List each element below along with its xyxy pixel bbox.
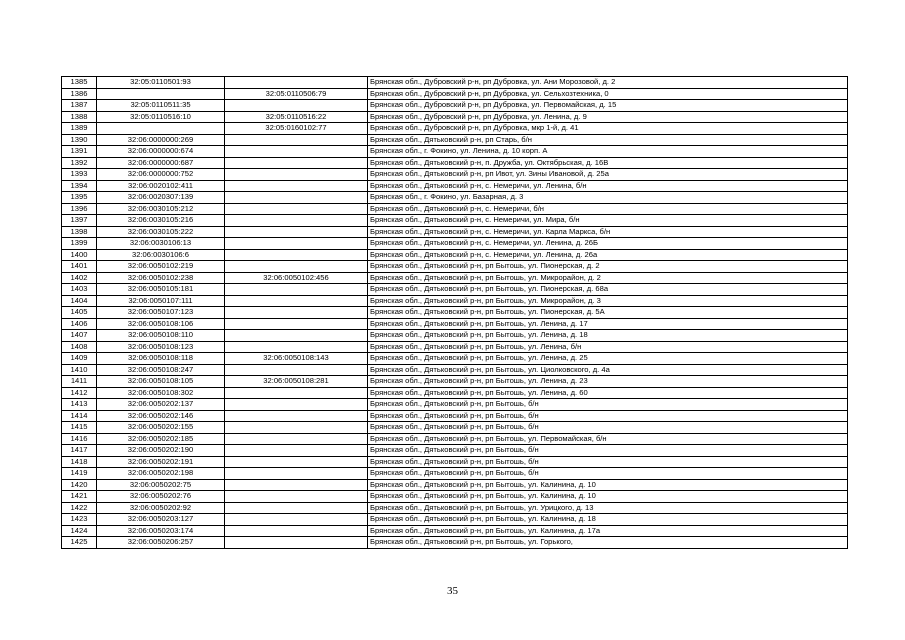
cadastral-number-cell: 32:05:0110501:93 bbox=[97, 77, 225, 89]
row-number-cell: 1398 bbox=[62, 226, 97, 238]
table-row bbox=[62, 307, 848, 319]
row-number-cell: 1400 bbox=[62, 249, 97, 261]
address-cell: Брянская обл., г. Фокино, ул. Базарная, д. 3 bbox=[368, 192, 848, 204]
table-row bbox=[62, 215, 848, 227]
address-cell: Брянская обл., Дубровский р-н, рп Дубровка, мкр 1-й, д. 41 bbox=[368, 123, 848, 135]
related-cadastral-number-cell bbox=[225, 387, 368, 399]
related-cadastral-number-cell: 32:06:0050108:143 bbox=[225, 353, 368, 365]
related-cadastral-number-cell bbox=[225, 307, 368, 319]
page-number: 35 bbox=[447, 585, 458, 597]
address-cell: Брянская обл., Дятьковский р-н, рп Бытошь, ул. Ленина, д. 25 bbox=[368, 353, 848, 365]
row-number-cell: 1390 bbox=[62, 134, 97, 146]
address-cell: Брянская обл., Дятьковский р-н, рп Бытошь, ул. Ленина, б/н bbox=[368, 341, 848, 353]
cadastral-number-cell: 32:06:0030105:212 bbox=[97, 203, 225, 215]
address-cell: Брянская обл., Дятьковский р-н, с. Немеричи, ул. Карла Маркса, б/н bbox=[368, 226, 848, 238]
row-number-cell: 1424 bbox=[62, 525, 97, 537]
related-cadastral-number-cell bbox=[225, 525, 368, 537]
row-number-cell: 1393 bbox=[62, 169, 97, 181]
table-row bbox=[62, 341, 848, 353]
cadastral-number-cell: 32:06:0000000:269 bbox=[97, 134, 225, 146]
cadastral-number-cell: 32:06:0050206:257 bbox=[97, 537, 225, 549]
cadastral-number-cell: 32:06:0050202:198 bbox=[97, 468, 225, 480]
address-cell: Брянская обл., Дятьковский р-н, с. Немеричи, б/н bbox=[368, 203, 848, 215]
cadastral-number-cell: 32:05:0110516:10 bbox=[97, 111, 225, 123]
address-cell: Брянская обл., Дятьковский р-н, рп Бытошь, ул. Горького, bbox=[368, 537, 848, 549]
address-cell: Брянская обл., Дятьковский р-н, рп Ивот, ул. Зины Ивановой, д. 25а bbox=[368, 169, 848, 181]
address-cell: Брянская обл., Дятьковский р-н, рп Бытошь, ул. Микрорайон, д. 3 bbox=[368, 295, 848, 307]
cadastral-number-cell: 32:06:0050202:75 bbox=[97, 479, 225, 491]
address-cell: Брянская обл., Дятьковский р-н, рп Бытошь, ул. Калинина, д. 10 bbox=[368, 491, 848, 503]
address-cell: Брянская обл., Дятьковский р-н, рп Бытошь, ул. Пионерская, д. 68а bbox=[368, 284, 848, 296]
table-row bbox=[62, 134, 848, 146]
table-row bbox=[62, 364, 848, 376]
table-row bbox=[62, 238, 848, 250]
address-cell: Брянская обл., Дятьковский р-н, рп Бытошь, б/н bbox=[368, 468, 848, 480]
cadastral-number-cell: 32:06:0030105:216 bbox=[97, 215, 225, 227]
address-cell: Брянская обл., Дятьковский р-н, рп Бытошь, ул. Ленина, д. 60 bbox=[368, 387, 848, 399]
address-cell: Брянская обл., Дятьковский р-н, рп Бытошь, ул. Циолковского, д. 4а bbox=[368, 364, 848, 376]
row-number-cell: 1389 bbox=[62, 123, 97, 135]
cadastral-number-cell: 32:06:0050202:137 bbox=[97, 399, 225, 411]
table-row bbox=[62, 226, 848, 238]
cadastral-number-cell: 32:06:0050202:76 bbox=[97, 491, 225, 503]
address-cell: Брянская обл., Дубровский р-н, рп Дубровка, ул. Ани Морозовой, д. 2 bbox=[368, 77, 848, 89]
cadastral-number-cell: 32:06:0050108:105 bbox=[97, 376, 225, 388]
address-cell: Брянская обл., Дятьковский р-н, рп Бытошь, ул. Ленина, д. 23 bbox=[368, 376, 848, 388]
address-cell: Брянская обл., Дятьковский р-н, рп Бытошь, ул. Калинина, д. 10 bbox=[368, 479, 848, 491]
related-cadastral-number-cell bbox=[225, 422, 368, 434]
cadastral-number-cell: 32:06:0050202:191 bbox=[97, 456, 225, 468]
related-cadastral-number-cell bbox=[225, 410, 368, 422]
cadastral-number-cell: 32:06:0000000:687 bbox=[97, 157, 225, 169]
table-row bbox=[62, 387, 848, 399]
related-cadastral-number-cell bbox=[225, 134, 368, 146]
address-cell: Брянская обл., Дятьковский р-н, рп Бытошь, б/н bbox=[368, 445, 848, 457]
row-number-cell: 1418 bbox=[62, 456, 97, 468]
related-cadastral-number-cell bbox=[225, 146, 368, 158]
row-number-cell: 1407 bbox=[62, 330, 97, 342]
cadastral-number-cell: 32:06:0050108:247 bbox=[97, 364, 225, 376]
row-number-cell: 1412 bbox=[62, 387, 97, 399]
address-cell: Брянская обл., Дятьковский р-н, рп Бытошь, б/н bbox=[368, 399, 848, 411]
cadastral-number-cell: 32:06:0050202:92 bbox=[97, 502, 225, 514]
table-row bbox=[62, 456, 848, 468]
related-cadastral-number-cell bbox=[225, 502, 368, 514]
cadastral-number-cell bbox=[97, 123, 225, 135]
table-row bbox=[62, 422, 848, 434]
related-cadastral-number-cell bbox=[225, 215, 368, 227]
cadastral-number-cell: 32:06:0050108:123 bbox=[97, 341, 225, 353]
related-cadastral-number-cell bbox=[225, 445, 368, 457]
table-row bbox=[62, 514, 848, 526]
cadastral-number-cell: 32:06:0050107:123 bbox=[97, 307, 225, 319]
row-number-cell: 1391 bbox=[62, 146, 97, 158]
address-cell: Брянская обл., Дятьковский р-н, рп Бытошь, б/н bbox=[368, 422, 848, 434]
related-cadastral-number-cell bbox=[225, 192, 368, 204]
cadastral-number-cell: 32:06:0050202:146 bbox=[97, 410, 225, 422]
address-cell: Брянская обл., Дятьковский р-н, рп Бытошь, ул. Ленина, д. 18 bbox=[368, 330, 848, 342]
related-cadastral-number-cell bbox=[225, 433, 368, 445]
row-number-cell: 1425 bbox=[62, 537, 97, 549]
address-cell: Брянская обл., Дятьковский р-н, рп Бытошь, ул. Микрорайон, д. 2 bbox=[368, 272, 848, 284]
row-number-cell: 1405 bbox=[62, 307, 97, 319]
row-number-cell: 1385 bbox=[62, 77, 97, 89]
table-row bbox=[62, 192, 848, 204]
cadastral-number-cell: 32:06:0050102:238 bbox=[97, 272, 225, 284]
row-number-cell: 1397 bbox=[62, 215, 97, 227]
address-cell: Брянская обл., Дятьковский р-н, с. Немеричи, ул. Ленина, д. 26а bbox=[368, 249, 848, 261]
related-cadastral-number-cell bbox=[225, 284, 368, 296]
address-cell: Брянская обл., Дятьковский р-н, рп Бытошь, б/н bbox=[368, 456, 848, 468]
row-number-cell: 1408 bbox=[62, 341, 97, 353]
row-number-cell: 1403 bbox=[62, 284, 97, 296]
address-cell: Брянская обл., Дятьковский р-н, рп Бытошь, ул. Калинина, д. 18 bbox=[368, 514, 848, 526]
table-row bbox=[62, 77, 848, 89]
address-cell: Брянская обл., Дятьковский р-н, с. Немеричи, ул. Ленина, б/н bbox=[368, 180, 848, 192]
related-cadastral-number-cell bbox=[225, 295, 368, 307]
row-number-cell: 1417 bbox=[62, 445, 97, 457]
row-number-cell: 1395 bbox=[62, 192, 97, 204]
row-number-cell: 1406 bbox=[62, 318, 97, 330]
address-cell: Брянская обл., Дятьковский р-н, рп Бытошь, ул. Первомайская, б/н bbox=[368, 433, 848, 445]
related-cadastral-number-cell: 32:05:0160102:77 bbox=[225, 123, 368, 135]
cadastral-number-cell: 32:06:0030106:13 bbox=[97, 238, 225, 250]
table-row bbox=[62, 111, 848, 123]
related-cadastral-number-cell: 32:06:0050102:456 bbox=[225, 272, 368, 284]
address-cell: Брянская обл., Дятьковский р-н, рп Бытошь, ул. Пионерская, д. 2 bbox=[368, 261, 848, 273]
table-row bbox=[62, 479, 848, 491]
table-row bbox=[62, 376, 848, 388]
cadastral-number-cell: 32:06:0050203:174 bbox=[97, 525, 225, 537]
related-cadastral-number-cell bbox=[225, 226, 368, 238]
related-cadastral-number-cell bbox=[225, 491, 368, 503]
address-cell: Брянская обл., г. Фокино, ул. Ленина, д. 10 корп. А bbox=[368, 146, 848, 158]
cadastral-number-cell: 32:06:0050107:111 bbox=[97, 295, 225, 307]
row-number-cell: 1387 bbox=[62, 100, 97, 112]
row-number-cell: 1388 bbox=[62, 111, 97, 123]
address-cell: Брянская обл., Дятьковский р-н, рп Бытошь, ул. Калинина, д. 17а bbox=[368, 525, 848, 537]
row-number-cell: 1402 bbox=[62, 272, 97, 284]
cadastral-number-cell bbox=[97, 88, 225, 100]
address-cell: Брянская обл., Дятьковский р-н, с. Немеричи, ул. Мира, б/н bbox=[368, 215, 848, 227]
related-cadastral-number-cell bbox=[225, 238, 368, 250]
table-row bbox=[62, 100, 848, 112]
table-row bbox=[62, 399, 848, 411]
cadastral-number-cell: 32:06:0020307:139 bbox=[97, 192, 225, 204]
cadastral-number-cell: 32:06:0030106:6 bbox=[97, 249, 225, 261]
table-row bbox=[62, 433, 848, 445]
related-cadastral-number-cell bbox=[225, 157, 368, 169]
cadastral-number-cell: 32:06:0050108:110 bbox=[97, 330, 225, 342]
cadastral-number-cell: 32:06:0050202:190 bbox=[97, 445, 225, 457]
row-number-cell: 1409 bbox=[62, 353, 97, 365]
related-cadastral-number-cell: 32:06:0050108:281 bbox=[225, 376, 368, 388]
related-cadastral-number-cell bbox=[225, 249, 368, 261]
row-number-cell: 1399 bbox=[62, 238, 97, 250]
address-cell: Брянская обл., Дятьковский р-н, рп Старь, б/н bbox=[368, 134, 848, 146]
related-cadastral-number-cell: 32:05:0110516:22 bbox=[225, 111, 368, 123]
cadastral-number-cell: 32:06:0050108:118 bbox=[97, 353, 225, 365]
registry-table bbox=[61, 76, 848, 549]
row-number-cell: 1416 bbox=[62, 433, 97, 445]
address-cell: Брянская обл., Дятьковский р-н, рп Бытошь, ул. Урицкого, д. 13 bbox=[368, 502, 848, 514]
table-row bbox=[62, 157, 848, 169]
related-cadastral-number-cell bbox=[225, 341, 368, 353]
table-row bbox=[62, 318, 848, 330]
related-cadastral-number-cell bbox=[225, 456, 368, 468]
related-cadastral-number-cell bbox=[225, 514, 368, 526]
address-cell: Брянская обл., Дубровский р-н, рп Дубровка, ул. Первомайская, д. 15 bbox=[368, 100, 848, 112]
cadastral-number-cell: 32:06:0000000:674 bbox=[97, 146, 225, 158]
cadastral-number-cell: 32:05:0110511:35 bbox=[97, 100, 225, 112]
row-number-cell: 1413 bbox=[62, 399, 97, 411]
table-row bbox=[62, 261, 848, 273]
cadastral-number-cell: 32:06:0030105:222 bbox=[97, 226, 225, 238]
cadastral-number-cell: 32:06:0020102:411 bbox=[97, 180, 225, 192]
related-cadastral-number-cell bbox=[225, 468, 368, 480]
table-row bbox=[62, 502, 848, 514]
cadastral-number-cell: 32:06:0050105:181 bbox=[97, 284, 225, 296]
row-number-cell: 1421 bbox=[62, 491, 97, 503]
table-row bbox=[62, 525, 848, 537]
table-row bbox=[62, 169, 848, 181]
address-cell: Брянская обл., Дятьковский р-н, рп Бытошь, ул. Ленина, д. 17 bbox=[368, 318, 848, 330]
related-cadastral-number-cell: 32:05:0110506:79 bbox=[225, 88, 368, 100]
related-cadastral-number-cell bbox=[225, 169, 368, 181]
row-number-cell: 1414 bbox=[62, 410, 97, 422]
table-row bbox=[62, 88, 848, 100]
related-cadastral-number-cell bbox=[225, 318, 368, 330]
registry-table-body bbox=[62, 77, 848, 549]
table-row bbox=[62, 146, 848, 158]
related-cadastral-number-cell bbox=[225, 330, 368, 342]
row-number-cell: 1410 bbox=[62, 364, 97, 376]
row-number-cell: 1396 bbox=[62, 203, 97, 215]
row-number-cell: 1423 bbox=[62, 514, 97, 526]
cadastral-number-cell: 32:06:0050202:155 bbox=[97, 422, 225, 434]
table-row bbox=[62, 272, 848, 284]
cadastral-number-cell: 32:06:0050102:219 bbox=[97, 261, 225, 273]
table-row bbox=[62, 537, 848, 549]
cadastral-number-cell: 32:06:0000000:752 bbox=[97, 169, 225, 181]
related-cadastral-number-cell bbox=[225, 100, 368, 112]
cadastral-number-cell: 32:06:0050108:106 bbox=[97, 318, 225, 330]
row-number-cell: 1404 bbox=[62, 295, 97, 307]
row-number-cell: 1419 bbox=[62, 468, 97, 480]
cadastral-number-cell: 32:06:0050202:185 bbox=[97, 433, 225, 445]
related-cadastral-number-cell bbox=[225, 203, 368, 215]
related-cadastral-number-cell bbox=[225, 399, 368, 411]
table-row bbox=[62, 445, 848, 457]
table-row bbox=[62, 203, 848, 215]
table-row bbox=[62, 249, 848, 261]
row-number-cell: 1386 bbox=[62, 88, 97, 100]
address-cell: Брянская обл., Дятьковский р-н, рп Бытошь, б/н bbox=[368, 410, 848, 422]
row-number-cell: 1422 bbox=[62, 502, 97, 514]
table-row bbox=[62, 353, 848, 365]
table-row bbox=[62, 123, 848, 135]
cadastral-number-cell: 32:06:0050203:127 bbox=[97, 514, 225, 526]
table-row bbox=[62, 491, 848, 503]
table-row bbox=[62, 468, 848, 480]
table-row bbox=[62, 295, 848, 307]
row-number-cell: 1401 bbox=[62, 261, 97, 273]
address-cell: Брянская обл., Дубровский р-н, рп Дубровка, ул. Сельхозтехника, 0 bbox=[368, 88, 848, 100]
row-number-cell: 1420 bbox=[62, 479, 97, 491]
related-cadastral-number-cell bbox=[225, 180, 368, 192]
address-cell: Брянская обл., Дятьковский р-н, с. Немеричи, ул. Ленина, д. 26Б bbox=[368, 238, 848, 250]
address-cell: Брянская обл., Дятьковский р-н, рп Бытошь, ул. Пионерская, д. 5А bbox=[368, 307, 848, 319]
table-row bbox=[62, 180, 848, 192]
related-cadastral-number-cell bbox=[225, 364, 368, 376]
row-number-cell: 1415 bbox=[62, 422, 97, 434]
cadastral-number-cell: 32:06:0050108:302 bbox=[97, 387, 225, 399]
related-cadastral-number-cell bbox=[225, 261, 368, 273]
table-row bbox=[62, 330, 848, 342]
address-cell: Брянская обл., Дятьковский р-н, п. Дружба, ул. Октябрьская, д. 16В bbox=[368, 157, 848, 169]
table-row bbox=[62, 410, 848, 422]
related-cadastral-number-cell bbox=[225, 537, 368, 549]
related-cadastral-number-cell bbox=[225, 77, 368, 89]
address-cell: Брянская обл., Дубровский р-н, рп Дубровка, ул. Ленина, д. 9 bbox=[368, 111, 848, 123]
row-number-cell: 1392 bbox=[62, 157, 97, 169]
table-row bbox=[62, 284, 848, 296]
row-number-cell: 1394 bbox=[62, 180, 97, 192]
row-number-cell: 1411 bbox=[62, 376, 97, 388]
related-cadastral-number-cell bbox=[225, 479, 368, 491]
